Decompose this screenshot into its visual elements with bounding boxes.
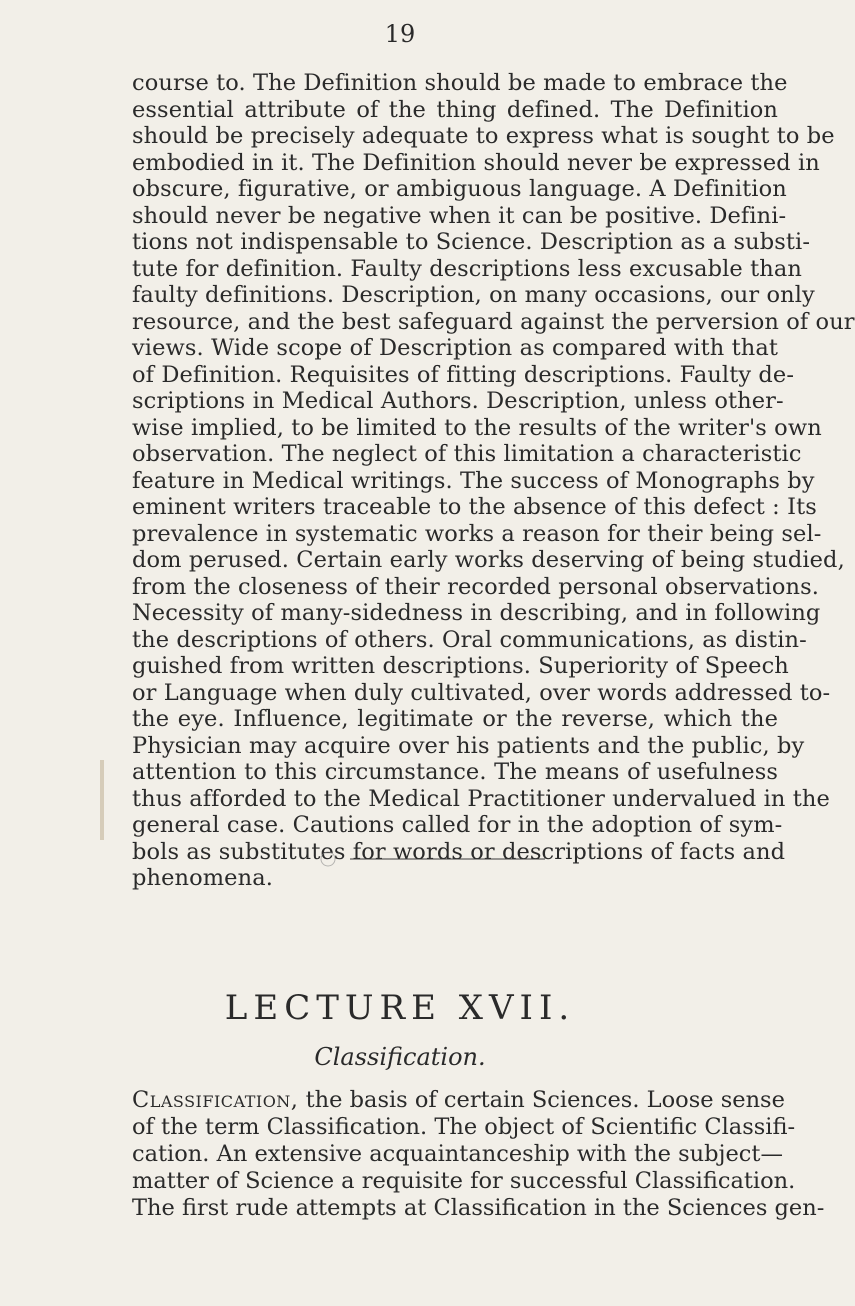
text-line: wise implied, to be limited to the results of the writer's own	[132, 414, 822, 441]
page-number: 19	[384, 20, 416, 48]
text-line: eminent writers traceable to the absence of this defect : Its	[132, 494, 817, 520]
text-line: tute for definition. Faulty descriptions less excusable than	[132, 255, 802, 282]
text-line: the eye. Influence, legitimate or the reverse, which the	[132, 706, 778, 732]
text-line: Physician may acquire over his patients and the public, by	[132, 732, 805, 759]
text-line: of Definition. Requisites of fitting descriptions. Faulty de-	[132, 361, 795, 388]
text-line: phenomena.	[132, 865, 273, 891]
text-line: obscure, figurative, or ambiguous language. A Definition	[132, 176, 787, 202]
text-line: attention to this circumstance. The means of usefulness	[132, 759, 778, 785]
text-line: tions not indispensable to Science. Description as a substi-	[132, 229, 811, 255]
text-line	[132, 1087, 785, 1114]
classification-summary-paragraph	[132, 1087, 825, 1222]
text-line: thus afforded to the Medical Practitioner undervalued in the	[132, 785, 830, 812]
text-line: feature in Medical writings. The success of Monographs by	[132, 467, 815, 494]
section-divider	[300, 852, 550, 866]
text-line: course to. The Definition should be made to embrace the	[132, 70, 788, 96]
margin-stain	[100, 760, 104, 840]
text-line: should be precisely adequate to express what is sought to be	[132, 123, 835, 149]
lecture-heading: LECTURE XVII.	[224, 988, 576, 1028]
text-line: matter of Science a requisite for successful Classification.	[132, 1168, 796, 1194]
text-line: dom perused. Certain early works deserving of being studied,	[132, 547, 845, 573]
text-line: faulty definitions. Description, on many occasions, our only	[132, 282, 815, 308]
lecture-subtitle: Classification.	[314, 1043, 486, 1071]
lecture-summary-paragraph	[132, 70, 855, 892]
text-line: views. Wide scope of Description as compared with that	[132, 335, 778, 361]
lead-word: Classification,	[132, 1087, 299, 1113]
text-line: from the closeness of their recorded personal observations.	[132, 573, 819, 600]
text-line: general case. Cautions called for in the adoption of sym-	[132, 812, 783, 838]
text-line: essential attribute of the thing defined. The Definition	[132, 96, 778, 123]
text-line: should never be negative when it can be positive. Defini-	[132, 202, 787, 229]
text-line: scriptions in Medical Authors. Description, unless other-	[132, 388, 784, 414]
text-line: of the term Classification. The object of Scientific Classifi-	[132, 1114, 796, 1140]
text-line: or Language when duly cultivated, over words addressed to-	[132, 679, 831, 706]
text-line: prevalence in systematic works a reason for their being sel-	[132, 520, 822, 547]
text-line: resource, and the best safeguard against the perversion of our	[132, 308, 855, 335]
text-line: the descriptions of others. Oral communications, as distin-	[132, 626, 807, 653]
text-line: observation. The neglect of this limitation a characteristic	[132, 441, 802, 467]
text-line: embodied in it. The Definition should never be expressed in	[132, 149, 820, 176]
text-line: The first rude attempts at Classification in the Sciences gen-	[132, 1195, 825, 1221]
text-line: Necessity of many-sidedness in describing, and in following	[132, 600, 821, 626]
text-fragment: the basis of certain Sciences. Loose sense	[298, 1087, 785, 1113]
text-line: guished from written descriptions. Superiority of Speech	[132, 653, 789, 679]
text-line: cation. An extensive acquaintanceship with the subject—	[132, 1141, 783, 1167]
text-line: bols as substitutes for words or descriptions of facts and	[132, 838, 786, 865]
